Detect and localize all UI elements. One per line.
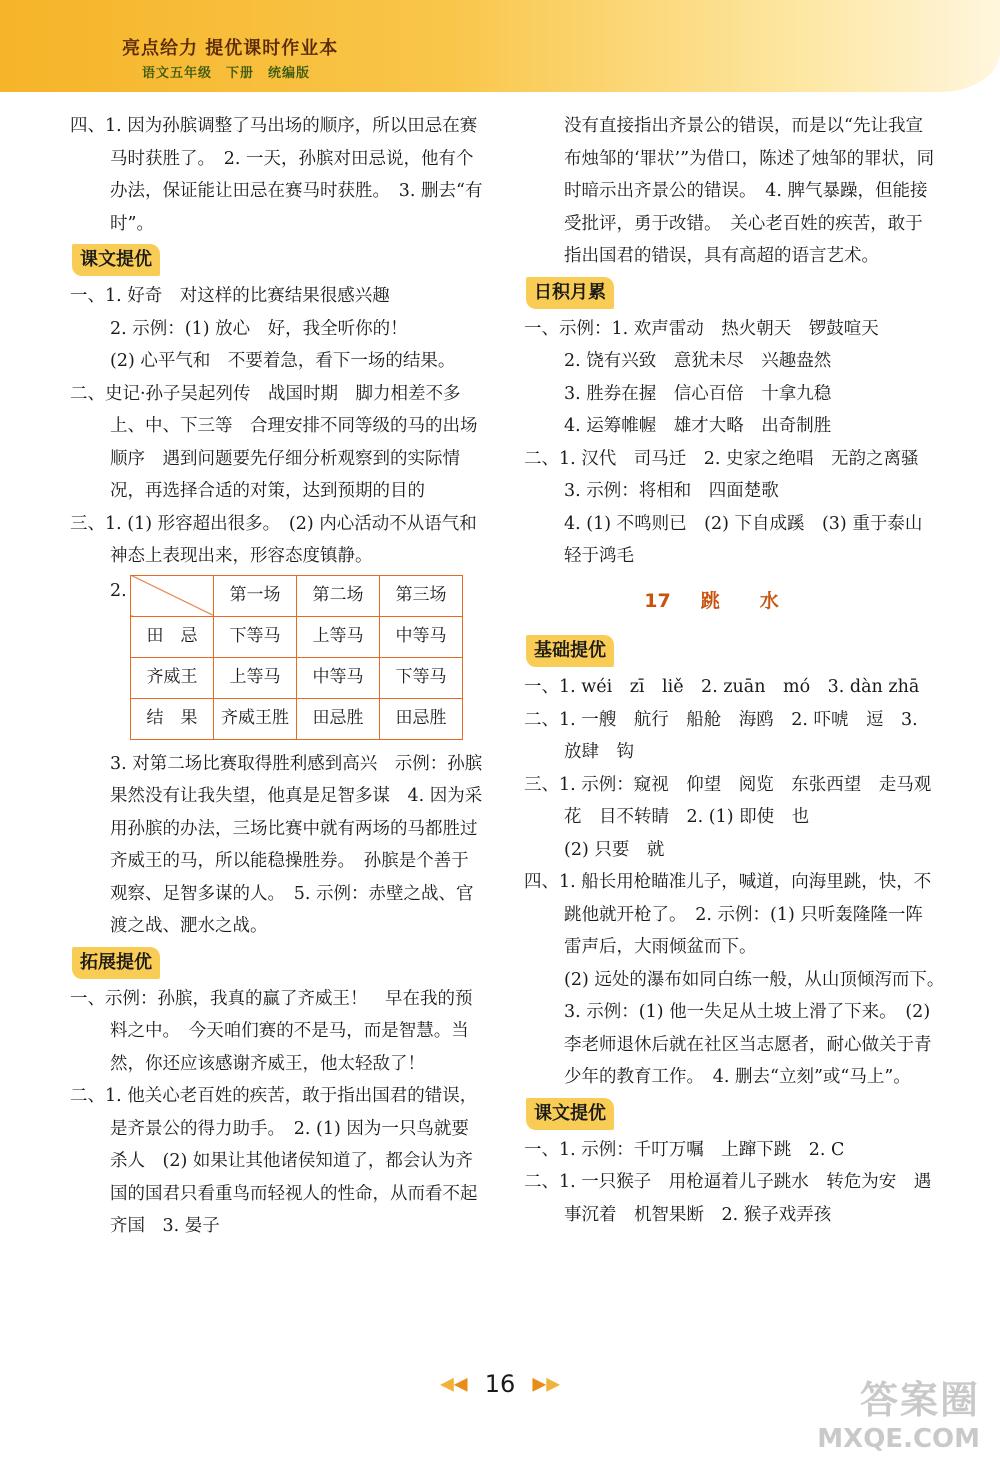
answer-block: 二、1. 一艘 航行 船舱 海鸥 2. 吓唬 逗 3. 放肆 钩 <box>524 709 918 762</box>
table-header-cell: 第一场 <box>214 575 297 616</box>
table-wrapper <box>70 575 485 740</box>
watermark <box>817 1369 980 1454</box>
section-heading: 课文提优 <box>526 1098 614 1130</box>
watermark-text: 答案圈 <box>859 1378 980 1422</box>
table-header-cell: 第二场 <box>297 575 380 616</box>
table-cell: 齐威王胜 <box>214 698 297 739</box>
answer-block: 没有直接指出齐景公的错误，而是以“先让我宣布烛邹的‘罪状’”为借口，陈述了烛邹的罪状，同时暗示出齐景公的错误。 4. 脾气暴躁，但能接受批评，勇于改错。 关心老百姓的疾苦，敢于指出国君的错误，具有高超的语言艺术。 <box>564 116 935 266</box>
book-title: 亮点给力 提优课时作业本 <box>122 38 339 59</box>
answer-line: (2) 只要 就 <box>564 839 665 860</box>
right-column <box>524 110 954 1231</box>
table-cell: 田忌胜 <box>297 698 380 739</box>
answer-line: 一、1. 示例：千叮万嘱 上蹿下跳 2. C <box>524 1139 845 1160</box>
table-cell: 田 忌 <box>131 616 214 657</box>
table-row <box>131 657 463 698</box>
section-heading: 日积月累 <box>526 277 614 309</box>
watermark-url: MXQE.COM <box>817 1424 980 1454</box>
book-subtitle: 语文五年级 下册 统编版 <box>142 66 311 81</box>
answer-line: 2. 饶有兴致 意犹未尽 兴趣盎然 <box>564 351 832 371</box>
section-heading: 拓展提优 <box>72 947 160 979</box>
answer-line: 2. 示例：(1) 放心 好，我全听你的！ <box>110 318 408 339</box>
answer-block: 二、1. 汉代 司马迁 2. 史家之绝唱 无韵之离骚 3. 示例：将相和 四面楚歌 <box>524 448 937 501</box>
horse-race-table <box>130 575 463 740</box>
answer-block: 四、1. 船长用枪瞄准儿子，喊道，向海里跳，快，不跳他就开枪了。 2. 示例：(1) 只听轰隆隆一阵雷声后，大雨倾盆而下。 <box>524 872 932 957</box>
table-header-cell: 第三场 <box>380 575 463 616</box>
answer-line: 3. 胜券在握 信心百倍 十拿九稳 <box>564 383 832 404</box>
answer-line: 一、1. 好奇 对这样的比赛结果很感兴趣 <box>70 286 390 306</box>
lesson-name: 跳水 <box>700 589 819 612</box>
left-column <box>70 110 485 1243</box>
answer-block: 四、1. 因为孙膑调整了马出场的顺序，所以田忌在赛马时获胜了。 2. 一天，孙膑对田忌说，他有个办法，保证能让田忌在赛马时获胜。 3. 删去“有时”。 <box>70 116 483 234</box>
table-cell: 上等马 <box>214 657 297 698</box>
answer-block: 二、1. 他关心老百姓的疾苦，敢于指出国君的错误，是齐景公的得力助手。 2. (1) 因为一只鸟就要杀人 (2) 如果让其他诸侯知道了，都会认为齐国的国君只看重鸟而轻视人的性命，从而看不起齐国 3. 晏子 <box>70 1086 478 1236</box>
answer-line: 一、示例：1. 欢声雷动 热火朝天 锣鼓喧天 <box>524 318 879 339</box>
header-banner <box>0 0 1000 92</box>
table-cell: 上等马 <box>297 616 380 657</box>
table-header-row <box>131 575 463 616</box>
left-arrow-icon: ◀ <box>453 1373 468 1395</box>
answer-line: 4. 运筹帷幄 雄才大略 出奇制胜 <box>564 416 832 436</box>
answer-block: 二、史记·孙子吴起列传 战国时期 脚力相差不多 上、中、下三等 合理安排不同等级的马的出场顺序 遇到问题要先仔细分析观察到的实际情况，再选择合适的对策，达到预期的目的 <box>70 383 479 501</box>
answer-block: 一、1. wéi zī liě 2. zuān mó 3. dàn zhā <box>524 677 920 697</box>
right-arrow-icon: ▶ <box>546 1373 561 1395</box>
table-row <box>131 698 463 739</box>
table-cell: 结 果 <box>131 698 214 739</box>
answer-block: 三、1. 示例：窥视 仰望 阅览 东张西望 走马观花 目不转睛 2. (1) 即使 也 <box>524 774 932 827</box>
lesson-title <box>524 585 939 618</box>
table-cell: 齐威王 <box>131 657 214 698</box>
answer-block: 三、1. (1) 形容超出很多。 (2) 内心活动不从语气和神态上表现出来，形容态度镇静。 <box>70 513 477 566</box>
table-corner-cell <box>131 575 214 616</box>
table-cell: 下等马 <box>380 657 463 698</box>
section-heading: 基础提优 <box>526 635 614 667</box>
table-cell: 下等马 <box>214 616 297 657</box>
answer-block: 一、示例：孙膑，我真的赢了齐威王！ 早在我的预料之中。 今天咱们赛的不是马，而是智慧。当然，你还应该感谢齐威王，他太轻敌了！ <box>70 988 473 1074</box>
section-heading: 课文提优 <box>72 244 160 276</box>
answer-block: 3. 对第二场比赛取得胜利感到高兴 示例：孙膑果然没有让我失望，他真是足智多谋 4. 因为采用孙膑的办法，三场比赛中就有两场的马都胜过齐威王的马，所以能稳操胜券。 孙膑是个善于观察、足智多谋的人。 5. 示例：赤壁之战、官渡之战、淝水之战。 <box>110 753 483 936</box>
answer-block: 二、1. 一只猴子 用枪逼着儿子跳水 转危为安 遇事沉着 机智果断 2. 猴子戏弄孩 <box>524 1172 932 1225</box>
table-cell: 中等马 <box>297 657 380 698</box>
table-cell: 中等马 <box>380 616 463 657</box>
table-cell: 田忌胜 <box>380 698 463 739</box>
lesson-number: 17 <box>644 589 671 612</box>
answer-block: (2) 远处的瀑布如同白练一般，从山顶倾泻而下。 3. 示例：(1) 他一失足从土坡上滑了下来。 (2) 李老师退休后就在社区当志愿者，耐心做关于青少年的教育工作。 4. 删去“立刻”或“马上”。 <box>564 969 954 1087</box>
left-arrow-icon: ◀ <box>439 1373 454 1395</box>
right-arrow-icon: ▶ <box>532 1373 547 1395</box>
answer-line: (2) 心平气和 不要着急，看下一场的结果。 <box>110 351 456 371</box>
table-row <box>131 616 463 657</box>
page-number: 16 <box>484 1370 516 1398</box>
table-number: 2. <box>110 580 127 601</box>
answer-block: 4. (1) 不鸣则已 (2) 下自成蹊 (3) 重于泰山 轻于鸿毛 <box>564 513 940 566</box>
